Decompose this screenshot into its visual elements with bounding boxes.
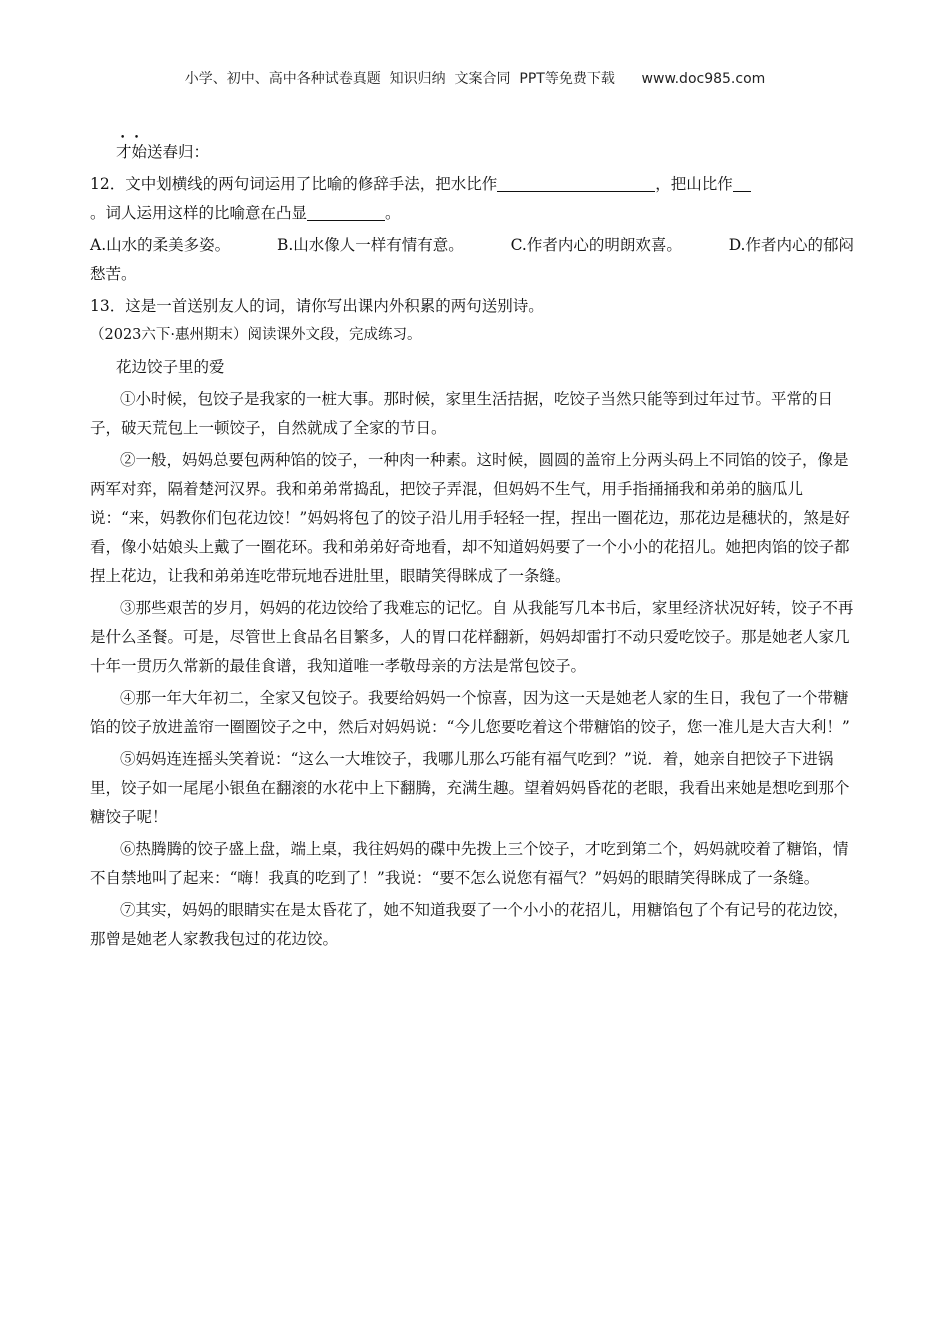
poem-tail-line bbox=[90, 138, 860, 167]
option-a: A.山水的柔美多姿。 bbox=[90, 236, 231, 254]
option-d: D.作者内心的郁闷 bbox=[728, 236, 854, 254]
page-header: 小学、初中、高中各种试卷真题 知识归纳 文案合同 PPT等免费下载 www.doc985.com bbox=[184, 71, 766, 87]
passage-paragraph: ⑦其实，妈妈的眼睛实在是太昏花了，她不知道我耍了一个小小的花招儿，用糖馅包了个有记号的花边饺，那曾是她老人家教我包过的花边饺。 bbox=[90, 901, 849, 948]
q12-part4: 。 bbox=[385, 204, 401, 222]
answer-blank[interactable] bbox=[733, 173, 751, 192]
document-body bbox=[90, 138, 860, 954]
question-12 bbox=[90, 170, 860, 228]
passage-paragraph: ①小时候，包饺子是我家的一桩大事。那时候，家里生活拮据，吃饺子当然只能等到过年过节。平常的日子，破天荒包上一顿饺子，自然就成了全家的节日。 bbox=[90, 390, 834, 437]
q12-part1: 12．文中划横线的两句词运用了比喻的修辞手法，把水比作 bbox=[90, 175, 498, 193]
answer-blank[interactable] bbox=[307, 202, 385, 221]
passage-paragraph: ③那些艰苦的岁月，妈妈的花边饺给了我难忘的记忆。自 从我能写几本书后，家里经济状况好转，饺子不再是什么圣餐。可是，尽管世上食品名目繁多，人的胃口花样翻新，妈妈却雷打不动只爱吃饺子。那是她老人家几十年一贯历久常新的最佳食谱，我知道唯一孝敬母亲的方法是常包饺子。 bbox=[90, 599, 854, 675]
question-13: 13．这是一首送别友人的词，请你写出课内外积累的两句送别诗。 bbox=[90, 297, 544, 315]
passage-paragraph: ⑥热腾腾的饺子盛上盘，端上桌，我往妈妈的碟中先拨上三个饺子，才吃到第二个，妈妈就咬着了糖馅，情不自禁地叫了起来：“嗨！我真的吃到了！”我说：“要不怎么说您有福气？”妈妈的眼睛笑得眯成了一条缝。 bbox=[90, 840, 849, 887]
option-b: B.山水像人一样有情有意。 bbox=[276, 236, 464, 254]
passage-title: 花边饺子里的爱 bbox=[116, 358, 225, 376]
option-d-continued: 愁苦。 bbox=[90, 265, 137, 283]
q12-part3: 。词人运用这样的比喻意在凸显 bbox=[90, 204, 308, 222]
passage-paragraph: ②一般，妈妈总要包两种馅的饺子，一种肉一种素。这时候，圆圆的盖帘上分两头码上不同馅的饺子，像是两军对弈，隔着楚河汉界。我和弟弟常捣乱，把饺子弄混，但妈妈不生气，用手指捅捅我和弟弟的脑瓜儿说：“来，妈教你们包花边饺！”妈妈将包了的饺子沿儿用手轻轻一捏，捏出一圈花边，那花边是穗状的，煞是好看，像小姑娘头上戴了一圈花环。我和弟弟好奇地看，却不知道妈妈要了一个小小的花招儿。她把肉馅的饺子都捏上花边，让我和弟弟连吃带玩地吞进肚里，眼睛笑得眯成了一条缝。 bbox=[90, 451, 850, 585]
q12-options bbox=[90, 231, 860, 260]
answer-blank[interactable] bbox=[497, 173, 655, 192]
q12-part2: ，把山比作 bbox=[655, 175, 733, 193]
option-c: C.作者内心的明朗欢喜。 bbox=[510, 236, 682, 254]
poem-tail-rest: 送春归： bbox=[147, 143, 210, 161]
passage-paragraph: ⑤妈妈连连摇头笑着说：“这么一大堆饺子，我哪儿那么巧能有福气吃到？”说．着，她亲自把饺子下进锅里，饺子如一尾尾小银鱼在翻滚的水花中上下翻腾，充满生趣。望着妈妈昏花的老眼，我看出来她是想吃到那个糖饺子呢！ bbox=[90, 750, 850, 826]
passage-paragraph: ④那一年大年初二，全家又包饺子。我要给妈妈一个惊喜，因为这一天是她老人家的生日，我包了一个带糖馅的饺子放进盖帘一圈圈饺子之中，然后对妈妈说：“今儿您要吃着这个带糖馅的饺子，您一准儿是大吉大利！” bbox=[90, 689, 850, 736]
section-intro: （2023六下·惠州期末）阅读课外文段，完成练习。 bbox=[90, 327, 422, 343]
emphasis-dotted-text: • • 才始 bbox=[116, 138, 147, 167]
